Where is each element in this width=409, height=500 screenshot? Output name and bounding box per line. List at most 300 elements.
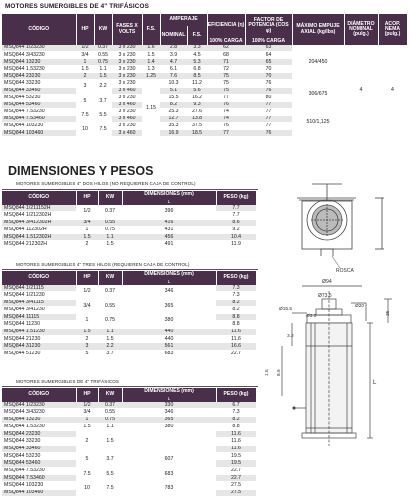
table-row [2, 431, 256, 438]
code-cell: MSQ844 51230 [2, 350, 76, 357]
nominal-cell: 35.3 [160, 123, 187, 130]
hp-cell: 1.5 [76, 328, 98, 335]
length-cell: 396 [122, 205, 216, 219]
code-cell: MSQ844 23230 [2, 431, 76, 438]
peso-cell: 10.4 [216, 234, 256, 241]
peso-cell: 7.3 [216, 292, 256, 299]
kw-cell: 0.75 [94, 59, 112, 66]
factor-cell: 76 [245, 130, 292, 137]
kw-cell: 0.37 [94, 45, 112, 52]
table-row [2, 336, 256, 343]
eficiencia-cell: 62 [207, 45, 245, 52]
peso-cell: 8.8 [216, 314, 256, 321]
code-cell: MSQ844 53230 [2, 94, 76, 101]
code-cell: MSQ844 3/41230 [2, 306, 76, 313]
peso-cell: 11.6 [216, 336, 256, 343]
kw-cell: 2.2 [98, 343, 122, 350]
code-cell: MSQ844 103460 [2, 489, 76, 496]
peso-cell: 11.6 [216, 431, 256, 438]
divider [2, 386, 258, 387]
peso-cell: 16.6 [216, 343, 256, 350]
length-cell: 683 [122, 350, 216, 357]
col-nominal: NOMINAL [160, 26, 187, 45]
fs-cell: 1.4 [142, 59, 160, 66]
eficiencia-cell: 75 [207, 87, 245, 94]
fases-cell: 3 x 460 [112, 87, 142, 94]
fs-amp-cell: 6.8 [187, 66, 207, 73]
code-cell: MSQ844 53230 [2, 453, 76, 460]
table-row [2, 285, 256, 292]
peso-cell: 8.6 [216, 219, 256, 226]
kw-cell: 7.5 [94, 123, 112, 137]
peso-cell: 8.2 [216, 299, 256, 306]
code-cell: MSQ844 33230 [2, 80, 76, 87]
code-cell: MSQ844 3/43230 [2, 409, 76, 416]
col-kw: KW [94, 14, 112, 45]
hp-cell: 1.5 [76, 423, 98, 430]
table-row [2, 328, 256, 335]
code-cell: MSQ844 23230 [2, 73, 76, 80]
peso-cell: 7.7 [216, 205, 256, 212]
length-cell: 330 [122, 402, 216, 409]
fases-cell: 3 x 230 [112, 94, 142, 101]
kw-cell: 3.7 [94, 94, 112, 108]
factor-cell: 77 [245, 115, 292, 122]
kw-cell: 5.5 [94, 108, 112, 122]
t3-subtitle: MOTORES SUMERGIBLES 4" TRES HILOS (REQUIEREN CAJA DE CONTROL) [16, 262, 190, 267]
code-cell: MSQ844 103460 [2, 130, 76, 137]
kw-cell: 1.1 [94, 66, 112, 73]
nominal-cell: 10.3 [160, 80, 187, 87]
hp-cell: 3/4 [76, 299, 98, 314]
empuje-cell: 510/1,125 [292, 108, 344, 136]
fases-cell: 3 x 460 [112, 101, 142, 108]
table-row [2, 416, 256, 423]
table-row [2, 241, 256, 248]
motor-side-view [264, 279, 392, 446]
fs-amp-cell: 5.6 [187, 87, 207, 94]
code-cell: MSQ844 13230 [2, 59, 76, 66]
nominal-cell: 2.8 [160, 45, 187, 52]
table-row [2, 205, 256, 212]
col-amperaje: AMPERAJE [160, 14, 207, 26]
fs-amp-cell: 37.5 [187, 123, 207, 130]
kw-cell: 0.75 [98, 416, 122, 423]
nominal-cell: 3.9 [160, 52, 187, 59]
t2-subtitle: MOTORES SUMERGIBLES 4" DOS HILOS (NO REQUIEREN CAJA DE CONTROL) [16, 181, 196, 186]
fs-cell: 1.25 [142, 73, 160, 80]
fases-cell: 3 x 230 [112, 108, 142, 115]
nominal-cell: 25.3 [160, 108, 187, 115]
motor-technical-drawing [262, 176, 407, 500]
divider [2, 189, 258, 190]
length-cell: 440 [122, 336, 216, 343]
code-cell: MSQ844 1/23230 [2, 402, 76, 409]
eficiencia-cell: 68 [207, 52, 245, 59]
code-cell: MSQ844 53460 [2, 460, 76, 467]
fs-amp-cell: 9.3 [187, 101, 207, 108]
code-cell: MSQ844 33460 [2, 87, 76, 94]
acop-cell: 4 [378, 45, 407, 137]
d35-label: Ø3.5 [306, 314, 317, 319]
kw-cell: 0.55 [98, 409, 122, 416]
nominal-cell: 7.6 [160, 73, 187, 80]
eficiencia-cell: 71 [207, 59, 245, 66]
peso-cell: 19.5 [216, 453, 256, 460]
hp-cell: 3/4 [76, 52, 94, 59]
col-factor: FACTOR DE POTENCIA (COS φ) [245, 14, 292, 38]
code-cell: MSQ844 1.53230 [2, 66, 76, 73]
hp-cell: 1 [76, 314, 98, 329]
t3-col-dim: DIMENSIONES (mm) [122, 271, 216, 279]
code-cell: MSQ844 13230 [2, 416, 76, 423]
factor-cell: 65 [245, 59, 292, 66]
length-cell: 346 [122, 409, 216, 416]
code-cell: MSQ844 1.51230 [2, 328, 76, 335]
kw-cell: 1.5 [98, 336, 122, 343]
t4-subtitle: MOTORES SUMERGIBLES DE 4" TRIFÁSICOS [16, 379, 120, 384]
kw-cell: 0.37 [98, 402, 122, 409]
code-cell: MSQ844 7.53230 [2, 467, 76, 474]
trifasicos-dim-table [2, 388, 257, 497]
col-empuje: MÁXIMO EMPUJE AXIAL (kg/lbs) [292, 14, 344, 45]
factor-cell: 70 [245, 73, 292, 80]
table-row [2, 350, 256, 357]
col-carga2: 100% CARGA [245, 38, 292, 45]
t4-col-peso: PESO (kg) [216, 388, 256, 402]
hp-cell: 1/2 [76, 205, 98, 219]
motor-top-view [297, 184, 384, 256]
peso-cell: 11.9 [216, 241, 256, 248]
table-row [2, 45, 407, 52]
hp-cell: 1.5 [76, 234, 98, 241]
peso-cell: 27.5 [216, 489, 256, 496]
code-cell: MSQ844 53460 [2, 101, 76, 108]
t3-col-kw: KW [98, 271, 122, 285]
code-cell: MSQ844 1.512302H [2, 234, 76, 241]
section-title: DIMENSIONES Y PESOS [8, 164, 154, 178]
diametro-cell: 4 [344, 45, 378, 137]
tres-hilos-table [2, 271, 257, 358]
peso-cell: 7.3 [216, 285, 256, 292]
eficiencia-cell: 76 [207, 123, 245, 130]
fs-amp-cell: 4.5 [187, 52, 207, 59]
code-cell: MSQ844 1/212302H [2, 212, 76, 219]
kw-cell: 1.5 [98, 241, 122, 248]
nominal-cell: 8.2 [160, 101, 187, 108]
length-cell: 365 [122, 299, 216, 314]
t2-col-l: L [122, 199, 216, 205]
length-cell: 456 [122, 234, 216, 241]
code-cell: MSQ844 1.53230 [2, 423, 76, 430]
kw-cell: 1.1 [98, 423, 122, 430]
hp-cell: 2 [76, 73, 94, 80]
kw-cell: 0.37 [98, 285, 122, 299]
kw-cell: 3.7 [98, 350, 122, 357]
col-hp: HP [76, 14, 94, 45]
fs-amp-cell: 18.5 [187, 130, 207, 137]
t2-col-dim: DIMENSIONES (mm) [122, 191, 216, 199]
table-row [2, 343, 256, 350]
length-cell: 431 [122, 226, 216, 233]
length-cell: 607 [122, 453, 216, 468]
peso-cell: 22.7 [216, 350, 256, 357]
code-cell: MSQ844 11115 [2, 314, 76, 321]
t2-col-hp: HP [76, 191, 98, 205]
peso-cell: 7.7 [216, 212, 256, 219]
peso-cell: 22.7 [216, 467, 256, 474]
col-eficiencia: EFICIENCIA (η) [207, 14, 245, 38]
nominal-cell: 12.7 [160, 115, 187, 122]
eficiencia-cell: 76 [207, 101, 245, 108]
kw-cell: 2.2 [94, 80, 112, 94]
nominal-cell: 6.1 [160, 66, 187, 73]
length-cell: 491 [122, 241, 216, 248]
length-cell: 440 [122, 328, 216, 335]
fases-cell: 3 x 460 [112, 130, 142, 137]
hp-cell: 2 [76, 241, 98, 248]
fs-amp-cell: 16.2 [187, 94, 207, 101]
fases-cell: 3 x 230 [112, 73, 142, 80]
length-cell: 380 [122, 423, 216, 430]
d73-label: Ø73.5 [318, 293, 332, 299]
empuje-cell: 306/675 [292, 80, 344, 108]
divider [2, 269, 258, 270]
hp-cell: 1 [76, 59, 94, 66]
fs-cell: 1.3 [142, 66, 160, 73]
fs-cell: 1.15 [142, 80, 160, 137]
l32-label: 3.2 [287, 334, 294, 339]
l15-label: 1.5 [265, 369, 270, 376]
code-cell: MSQ844 7.53460 [2, 115, 76, 122]
table-row [2, 409, 256, 416]
peso-cell: 11.6 [216, 328, 256, 335]
fs-cell: 1.5 [142, 52, 160, 59]
code-cell: MSQ844 1/211152H [2, 205, 76, 212]
factor-cell: 77 [245, 123, 292, 130]
kw-cell: 5.5 [98, 467, 122, 482]
eficiencia-cell: 75 [207, 80, 245, 87]
code-cell: MSQ844 7.53460 [2, 474, 76, 481]
eficiencia-cell: 75 [207, 73, 245, 80]
hp-cell: 2 [76, 431, 98, 453]
fases-cell: 3 x 230 [112, 45, 142, 52]
hp-cell: 5 [76, 350, 98, 357]
hp-cell: 5 [76, 94, 94, 108]
col-acop: ACOP. NEMA (pulg.) [378, 14, 407, 45]
kw-cell: 3.7 [98, 453, 122, 468]
kw-cell: 7.5 [98, 482, 122, 497]
fases-cell: 3 x 230 [112, 59, 142, 66]
factor-cell: 70 [245, 66, 292, 73]
l35-label: 35 [386, 310, 391, 316]
col-fs2: F.S. [187, 26, 207, 45]
col-fases: FASES X VOLTS [112, 14, 142, 45]
peso-cell: 9.2 [216, 226, 256, 233]
peso-cell: 27.5 [216, 482, 256, 489]
code-cell: MSQ844 103230 [2, 123, 76, 130]
hp-cell: 1/2 [76, 45, 94, 52]
kw-cell: 0.55 [98, 299, 122, 314]
eficiencia-cell: 74 [207, 115, 245, 122]
t4-col-kw: KW [98, 388, 122, 402]
nominal-cell: 5.1 [160, 87, 187, 94]
fs-amp-cell: 5.3 [187, 59, 207, 66]
hp-cell: 10 [76, 123, 94, 137]
hp-cell: 3 [76, 343, 98, 350]
hp-cell: 7.5 [76, 108, 94, 122]
fases-cell: 3 x 460 [112, 115, 142, 122]
fs-amp-cell: 8.5 [187, 73, 207, 80]
code-cell: MSQ844 33460 [2, 445, 76, 452]
t2-col-kw: KW [98, 191, 122, 205]
hp-cell: 3/4 [76, 219, 98, 226]
peso-cell: 11.6 [216, 445, 256, 452]
peso-cell: 22.7 [216, 474, 256, 481]
code-cell: MSQ844 3/41115 [2, 299, 76, 306]
eficiencia-cell: 74 [207, 108, 245, 115]
peso-cell: 6.7 [216, 402, 256, 409]
peso-cell: 8.8 [216, 321, 256, 328]
d15-label: Ø15.5 [279, 307, 293, 312]
t2-col-codigo: CÓDIGO [2, 191, 76, 205]
t4-col-hp: HP [76, 388, 98, 402]
eficiencia-cell: 77 [207, 130, 245, 137]
peso-cell: 8.8 [216, 423, 256, 430]
factor-cell: 77 [245, 108, 292, 115]
t2-col-peso: PESO (kg) [216, 191, 256, 205]
col-fs: F.S. [142, 14, 160, 45]
empuje-cell: 204/450 [292, 45, 344, 80]
peso-cell: 8.2 [216, 416, 256, 423]
factor-cell: 64 [245, 52, 292, 59]
t3-col-peso: PESO (kg) [216, 271, 256, 285]
length-cell: 380 [122, 314, 216, 329]
fases-cell: 3 x 230 [112, 123, 142, 130]
code-cell: MSQ844 1/21115 [2, 285, 76, 292]
rosca-label: ROSCA [336, 268, 354, 274]
peso-cell: 7.3 [216, 409, 256, 416]
d20-label: Ø20 [355, 304, 365, 309]
kw-cell: 1.1 [98, 328, 122, 335]
t4-col-dim: DIMENSIONES (mm) [122, 388, 216, 396]
table-row [2, 402, 256, 409]
t3-col-codigo: CÓDIGO [2, 271, 76, 285]
kw-cell: 0.55 [98, 219, 122, 226]
factor-cell: 80 [245, 94, 292, 101]
fs-amp-cell: 27.6 [187, 108, 207, 115]
d94-label: Ø94 [322, 279, 332, 285]
table-row [2, 226, 256, 233]
l89-label: 8.9 [277, 369, 282, 376]
col-carga1: 100% CARGA [207, 38, 245, 45]
trifasicos-spec-table [2, 14, 408, 137]
factor-cell: 77 [245, 101, 292, 108]
nominal-cell: 15.5 [160, 94, 187, 101]
hp-cell: 1 [76, 226, 98, 233]
kw-cell: 0.75 [98, 314, 122, 329]
table-row [2, 299, 256, 306]
length-cell: 365 [122, 416, 216, 423]
eficiencia-cell: 72 [207, 66, 245, 73]
table-row [2, 453, 256, 460]
fs-cell: 1.6 [142, 45, 160, 52]
code-cell: MSQ844 31230 [2, 343, 76, 350]
hp-cell: 1/2 [76, 285, 98, 299]
fs-amp-cell: 3.3 [187, 45, 207, 52]
hp-cell: 1 [76, 416, 98, 423]
dos-hilos-table [2, 191, 257, 249]
table-row [2, 314, 256, 321]
nominal-cell: 16.9 [160, 130, 187, 137]
factor-cell: 63 [245, 45, 292, 52]
col-codigo: CÓDIGO [2, 14, 76, 45]
length-cell: 561 [122, 343, 216, 350]
table-row [2, 423, 256, 430]
col-diametro: DIÁMETRO NOMINAL (pulg.) [344, 14, 378, 45]
hp-cell: 1.5 [76, 66, 94, 73]
code-cell: MSQ844 212302H [2, 241, 76, 248]
hp-cell: 10 [76, 482, 98, 497]
code-cell: MSQ844 3/43230 [2, 52, 76, 59]
t3-col-hp: HP [76, 271, 98, 285]
t3-col-l: L [122, 279, 216, 285]
t4-col-codigo: CÓDIGO [2, 388, 76, 402]
hp-cell: 5 [76, 453, 98, 468]
hp-cell: 3 [76, 80, 94, 94]
length-cell: 346 [122, 285, 216, 299]
peso-cell: 11.6 [216, 438, 256, 445]
kw-cell: 1.5 [98, 431, 122, 453]
fs-amp-cell: 13.8 [187, 115, 207, 122]
peso-cell: 8.2 [216, 306, 256, 313]
code-cell: MSQ844 1/23230 [2, 45, 76, 52]
factor-cell: 76 [245, 80, 292, 87]
code-cell: MSQ844 103230 [2, 482, 76, 489]
length-cell [122, 431, 216, 453]
factor-cell: 76 [245, 87, 292, 94]
hp-cell: 3/4 [76, 409, 98, 416]
eficiencia-cell: 77 [207, 94, 245, 101]
table-row [2, 482, 256, 489]
main-title: MOTORES SUMERGIBLES DE 4" TRIFÁSICOS [5, 3, 149, 10]
fs-amp-cell: 11.2 [187, 80, 207, 87]
fases-cell: 3 x 230 [112, 80, 142, 87]
hp-cell: 2 [76, 336, 98, 343]
t4-col-l: L [122, 396, 216, 402]
table-row [2, 467, 256, 474]
table-row [2, 219, 256, 226]
kw-cell: 0.55 [94, 52, 112, 59]
hp-cell: 1/2 [76, 402, 98, 409]
kw-cell: 0.75 [98, 226, 122, 233]
length-cell: 683 [122, 467, 216, 482]
code-cell: MSQ844 11230 [2, 321, 76, 328]
code-cell: MSQ844 112302H [2, 226, 76, 233]
nominal-cell: 4.7 [160, 59, 187, 66]
length-cell: 416 [122, 219, 216, 226]
kw-cell: 1.5 [94, 73, 112, 80]
fases-cell: 3 x 230 [112, 66, 142, 73]
fases-cell: 3 x 230 [112, 52, 142, 59]
code-cell: MSQ844 21230 [2, 336, 76, 343]
length-cell: 783 [122, 482, 216, 497]
kw-cell: 1.1 [98, 234, 122, 241]
kw-cell: 0.37 [98, 205, 122, 219]
code-cell: MSQ844 3/412302H [2, 219, 76, 226]
table-row [2, 234, 256, 241]
code-cell: MSQ844 33230 [2, 438, 76, 445]
